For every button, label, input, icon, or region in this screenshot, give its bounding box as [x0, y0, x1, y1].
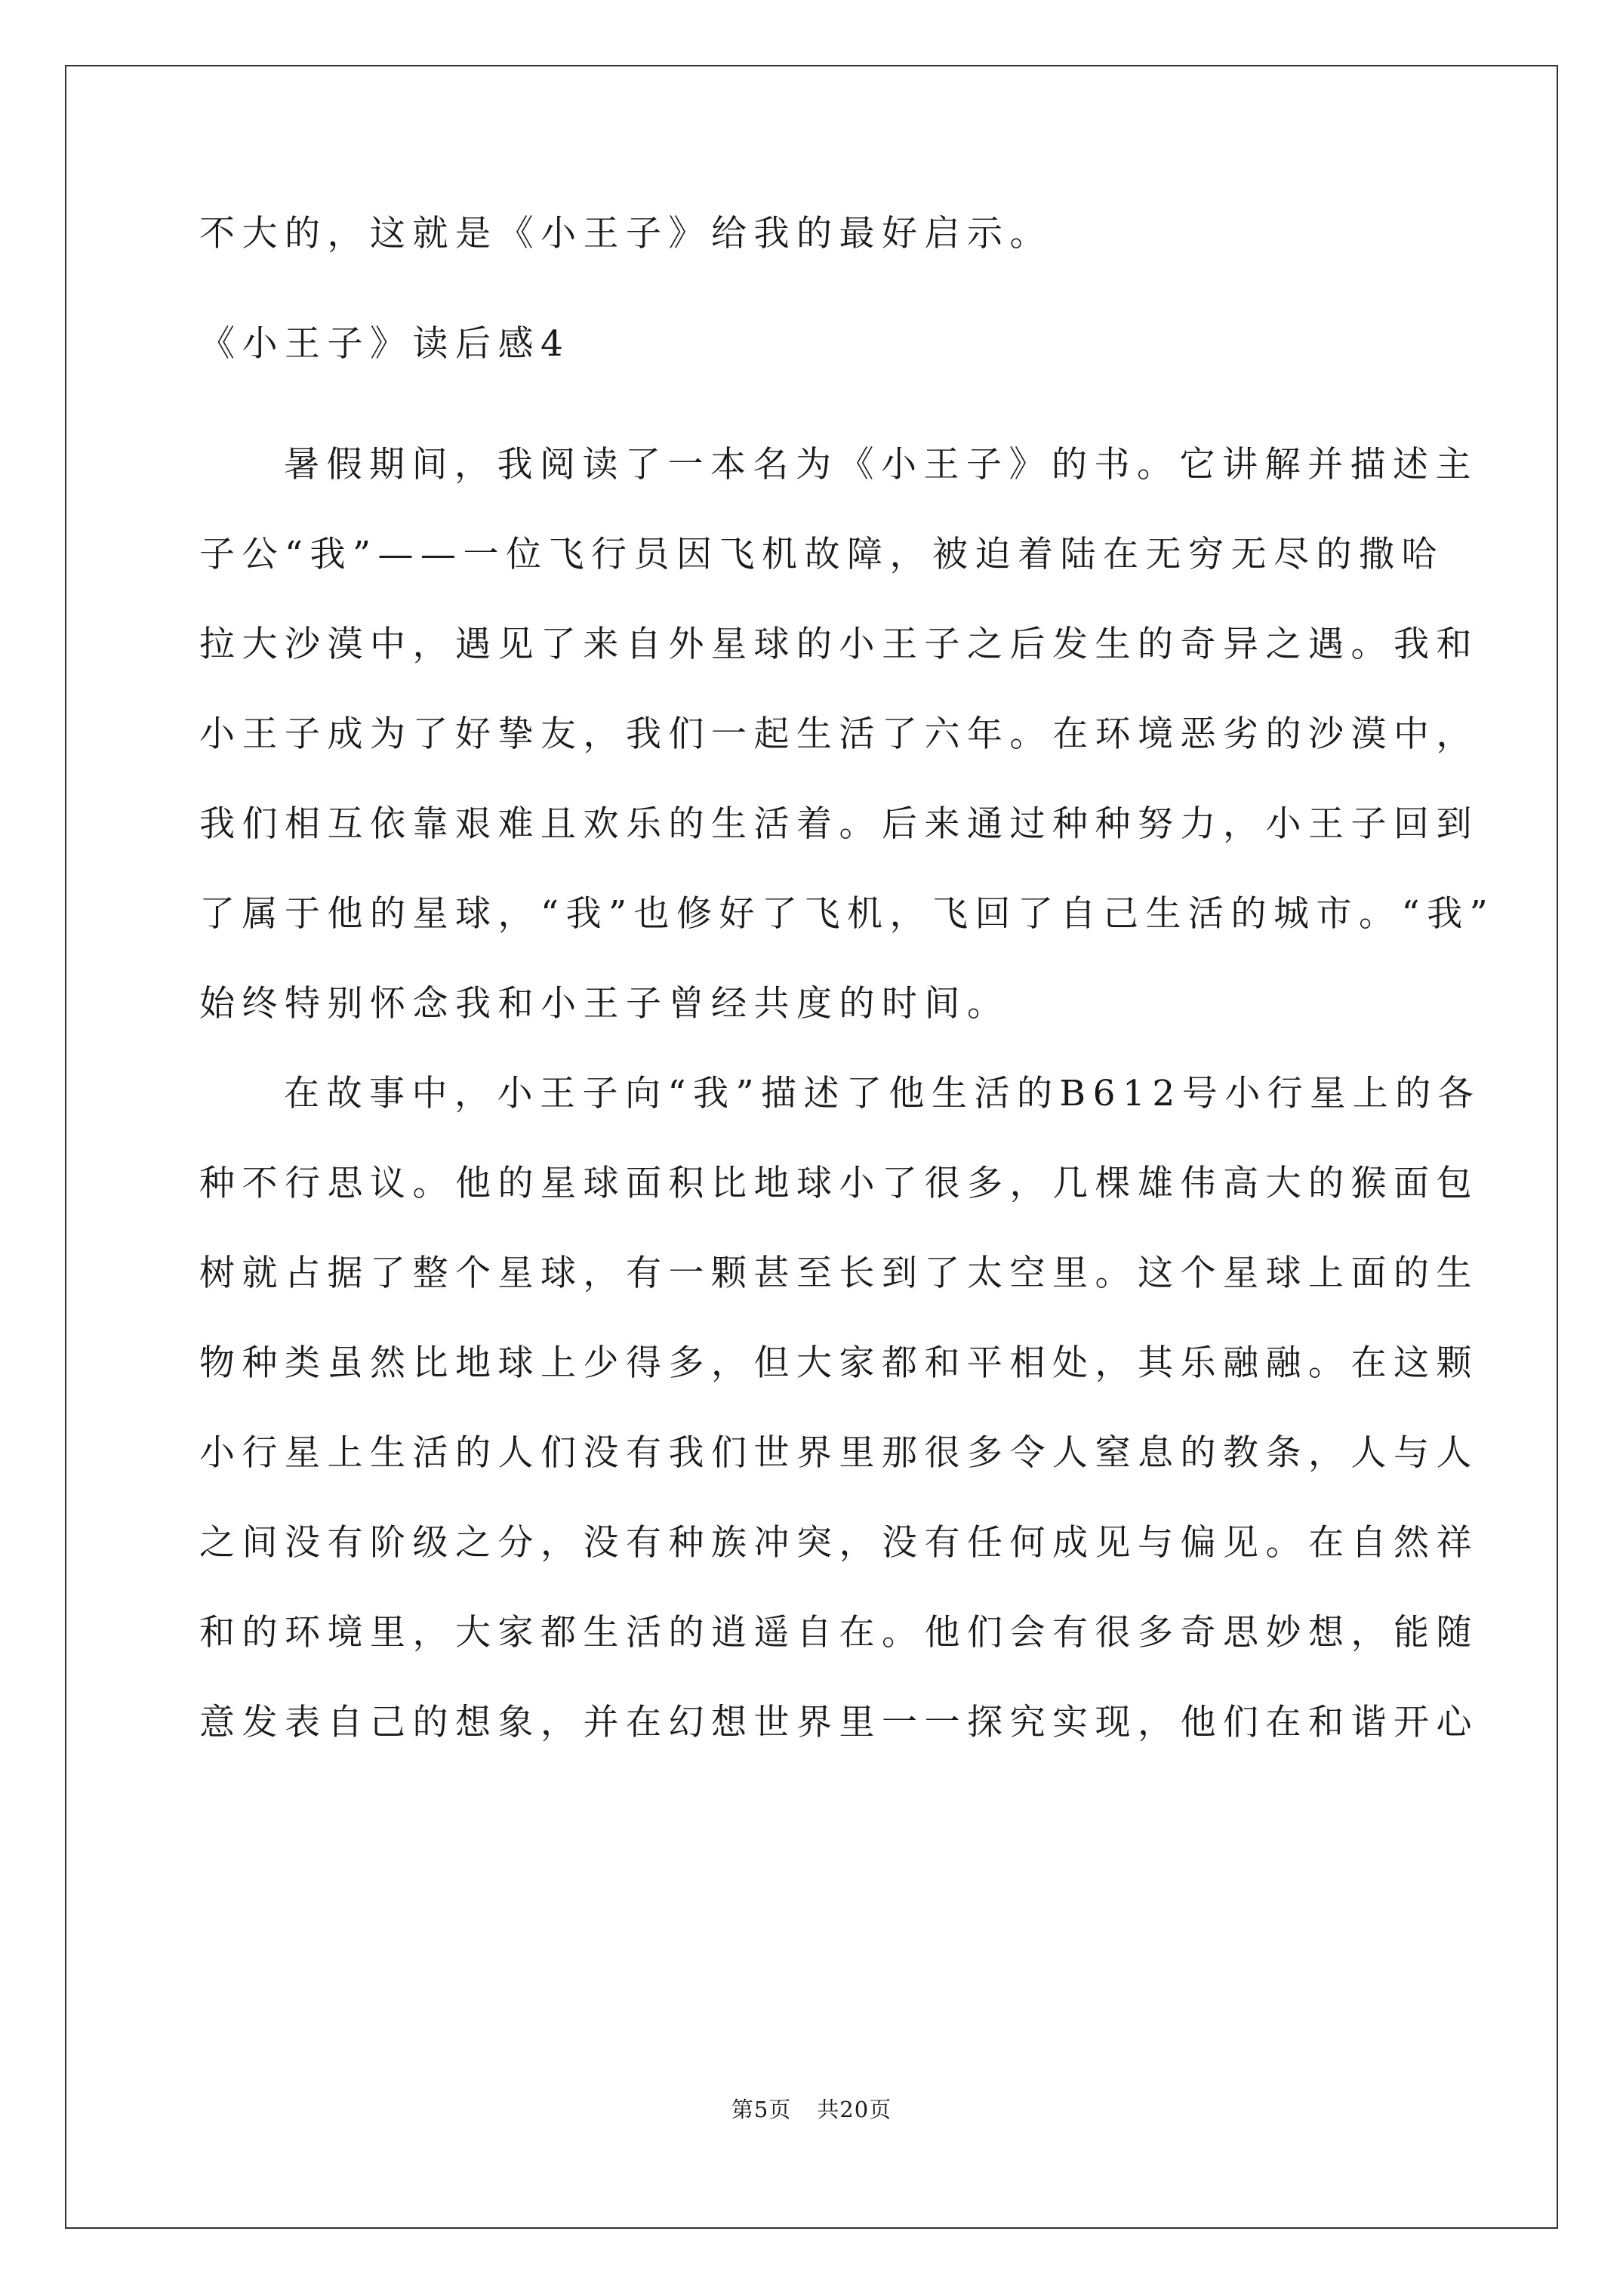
paragraph-line: 拉大沙漠中，遇见了来自外星球的小王子之后发生的奇异之遇。我和 [199, 624, 1479, 665]
paragraph-2 [199, 1071, 1481, 1790]
paragraph-line: 了属于他的星球，“我”也修好了飞机，飞回了自己生活的城市。“我” [199, 893, 1495, 935]
paragraph-line: 小行星上生活的人们没有我们世界里那很多令人窒息的教条，人与人 [199, 1432, 1479, 1474]
document-body [199, 211, 1495, 1790]
page-footer [0, 2093, 1623, 2124]
paragraph-line: 始终特别怀念我和小王子曾经共度的时间。 [199, 983, 1010, 1025]
paragraph-line: 种不行思议。他的星球面积比地球小了很多，几棵雄伟高大的猴面包 [199, 1163, 1479, 1204]
paragraph-line: 小王子成为了好挚友，我们一起生活了六年。在环境恶劣的沙漠中， [199, 713, 1479, 755]
paragraph-line: 暑假期间，我阅读了一本名为《小王子》的书。它讲解并描述主 [284, 444, 1478, 485]
page-total: 共20页 [817, 2097, 892, 2122]
paragraph-line: 和的环境里，大家都生活的逍遥自在。他们会有很多奇思妙想，能随 [199, 1612, 1479, 1653]
paragraph-line: 之间没有阶级之分，没有种族冲突，没有任何成见与偏见。在自然祥 [199, 1522, 1479, 1564]
paragraph-line: 子公“我”——一位飞行员因飞机故障，被迫着陆在无穷无尽的撒哈 [199, 534, 1445, 575]
paragraph-line: 物种类虽然比地球上少得多，但大家都和平相处，其乐融融。在这颗 [199, 1342, 1479, 1384]
paragraph-line: 树就占据了整个星球，有一颗甚至长到了太空里。这个星球上面的生 [199, 1253, 1479, 1294]
paragraph-line: 意发表自己的想象，并在幻想世界里一一探究实现，他们在和谐开心 [199, 1702, 1479, 1743]
page-number: 第5页 [731, 2097, 792, 2122]
paragraph-1 [199, 442, 1495, 1071]
paragraph-line: 我们相互依靠艰难且欢乐的生活着。后来通过种种努力，小王子回到 [199, 803, 1479, 845]
continuation-line: 不大的，这就是《小王子》给我的最好启示。 [199, 213, 1052, 254]
section-heading: 《小王子》读后感4 [199, 323, 571, 365]
paragraph-line: 在故事中，小王子向“我”描述了他生活的B612号小行星上的各 [284, 1073, 1481, 1114]
